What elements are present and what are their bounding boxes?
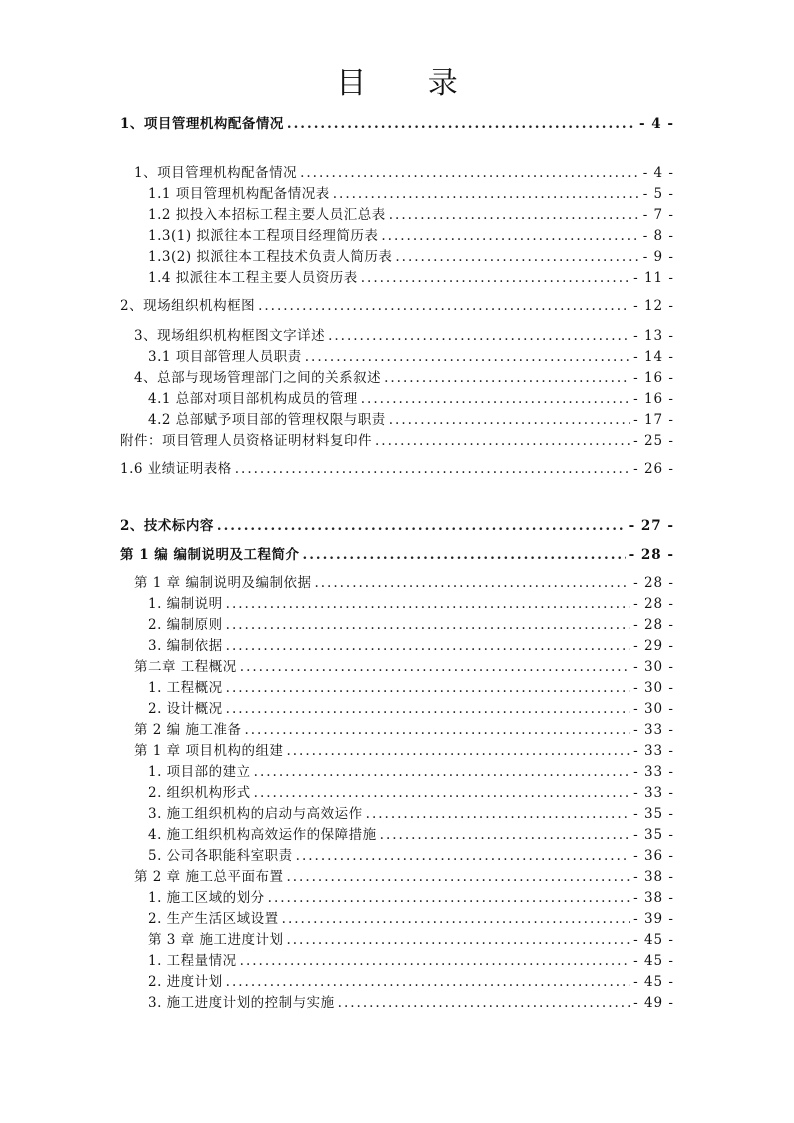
toc-leader-dots — [328, 326, 630, 346]
toc-leader-dots — [240, 951, 630, 971]
toc-entry-page: - 28 - — [633, 596, 674, 612]
toc-entry-page: - 9 - — [642, 249, 674, 265]
toc-entry-label: 3. 施工进度计划的控制与实施 — [148, 995, 335, 1011]
toc-entry-page: - 13 - — [633, 328, 674, 344]
toc-entry[interactable] — [120, 516, 674, 536]
toc-entry-page: - 35 - — [633, 806, 674, 822]
toc-entry[interactable] — [148, 678, 674, 698]
toc-entry[interactable] — [120, 296, 674, 316]
toc-leader-dots — [380, 825, 630, 845]
toc-entry-label: 1. 施工区域的划分 — [148, 890, 265, 906]
toc-leader-dots — [287, 114, 636, 134]
toc-entry[interactable] — [120, 459, 674, 479]
toc-leader-dots — [235, 459, 630, 479]
toc-leader-dots — [286, 930, 630, 950]
toc-entry-label: 第 2 章 施工总平面布置 — [134, 869, 284, 885]
toc-entry-page: - 5 - — [642, 186, 674, 202]
toc-leader-dots — [303, 545, 626, 565]
toc-entry-label: 2、技术标内容 — [120, 518, 214, 534]
toc-entry-label: 1、项目管理机构配备情况 — [134, 165, 298, 181]
toc-entry-label: 4.2 总部赋予项目部的管理权限与职责 — [148, 412, 386, 428]
toc-entry-label: 第 1 章 项目机构的组建 — [134, 743, 284, 759]
toc-entry-page: - 26 - — [633, 461, 674, 477]
toc-entry[interactable] — [148, 594, 674, 614]
toc-entry[interactable] — [134, 867, 674, 887]
toc-entry-page: - 33 - — [633, 785, 674, 801]
toc-entry-page: - 11 - — [633, 270, 674, 286]
toc-entry-label: 第 1 编 编制说明及工程简介 — [120, 547, 300, 563]
toc-entry[interactable] — [148, 993, 674, 1013]
toc-entry[interactable] — [148, 699, 674, 719]
toc-entry-page: - 14 - — [633, 349, 674, 365]
toc-entry[interactable] — [148, 226, 674, 246]
toc-entry[interactable] — [120, 114, 674, 134]
toc-entry-page: - 28 - — [628, 547, 674, 563]
toc-entry-label: 1.2 拟投入本招标工程主要人员汇总表 — [148, 207, 386, 223]
toc-entry-page: - 16 - — [633, 370, 674, 386]
toc-entry-label: 4、总部与现场管理部门之间的关系叙述 — [134, 370, 382, 386]
toc-leader-dots — [314, 573, 630, 593]
toc-leader-dots — [254, 762, 630, 782]
toc-leader-dots — [305, 347, 630, 367]
toc-entry-page: - 36 - — [633, 848, 674, 864]
toc-leader-dots — [395, 247, 639, 267]
toc-entry[interactable] — [148, 783, 674, 803]
toc-entry[interactable] — [148, 205, 674, 225]
toc-entry[interactable] — [134, 720, 674, 740]
toc-leader-dots — [226, 972, 630, 992]
toc-entry[interactable] — [148, 389, 674, 409]
toc-entry-page: - 12 - — [633, 298, 674, 314]
toc-entry-label: 1.4 拟派往本工程主要人员资历表 — [148, 270, 358, 286]
toc-leader-dots — [226, 594, 630, 614]
toc-leader-dots — [296, 846, 630, 866]
toc-entry[interactable] — [134, 326, 674, 346]
toc-entry-page: - 33 - — [633, 743, 674, 759]
toc-entry[interactable] — [148, 268, 674, 288]
toc-entry-label: 1.3(2) 拟派往本工程技术负责人简历表 — [148, 249, 393, 265]
toc-leader-dots — [258, 296, 630, 316]
toc-leader-dots — [366, 804, 630, 824]
toc-leader-dots — [268, 888, 630, 908]
toc-entry[interactable] — [148, 888, 674, 908]
toc-entry-page: - 30 - — [633, 680, 674, 696]
toc-entry[interactable] — [148, 410, 674, 430]
toc-leader-dots — [384, 368, 630, 388]
toc-entry-label: 第 2 编 施工准备 — [134, 722, 242, 738]
toc-entry-page: - 16 - — [633, 391, 674, 407]
toc-entry-page: - 35 - — [633, 827, 674, 843]
toc-entry[interactable] — [148, 762, 674, 782]
toc-leader-dots — [226, 636, 630, 656]
toc-entry[interactable] — [148, 804, 674, 824]
toc-leader-dots — [254, 783, 630, 803]
toc-entry-page: - 8 - — [642, 228, 674, 244]
toc-entry[interactable] — [148, 909, 674, 929]
toc-leader-dots — [226, 699, 630, 719]
toc-entry-label: 2. 编制原则 — [148, 617, 223, 633]
toc-leader-dots — [282, 909, 630, 929]
toc-entry-page: - 4 - — [642, 165, 674, 181]
toc-leader-dots — [389, 205, 640, 225]
toc-entry-page: - 33 - — [633, 722, 674, 738]
toc-entry-label: 1.6 业绩证明表格 — [120, 461, 232, 477]
toc-leader-dots — [381, 226, 639, 246]
toc-entry[interactable] — [148, 930, 674, 950]
toc-entry[interactable] — [148, 825, 674, 845]
toc-entry-label: 2. 设计概况 — [148, 701, 223, 717]
toc-entry-label: 第 3 章 施工进度计划 — [148, 932, 284, 948]
toc-entry-page: - 27 - — [628, 518, 674, 534]
toc-entry-label: 附件：项目管理人员资格证明材料复印件 — [120, 433, 372, 449]
toc-leader-dots — [217, 516, 626, 536]
toc-entry-label: 2. 组织机构形式 — [148, 785, 251, 801]
toc-entry-page: - 33 - — [633, 764, 674, 780]
toc-entry-label: 1. 项目部的建立 — [148, 764, 251, 780]
toc-leader-dots — [240, 657, 630, 677]
toc-entry-label: 第 1 章 编制说明及编制依据 — [134, 575, 312, 591]
toc-entry[interactable] — [148, 972, 674, 992]
toc-entry-label: 1. 编制说明 — [148, 596, 223, 612]
toc-entry[interactable] — [120, 545, 674, 565]
toc-entry-page: - 25 - — [633, 433, 674, 449]
toc-leader-dots — [300, 163, 640, 183]
toc-entry-label: 3. 施工组织机构的启动与高效运作 — [148, 806, 363, 822]
toc-entry-page: - 28 - — [633, 575, 674, 591]
toc-entry-label: 2. 生产生活区域设置 — [148, 911, 279, 927]
toc-entry-label: 1. 工程量情况 — [148, 953, 237, 969]
toc-entry-page: - 38 - — [633, 869, 674, 885]
toc-entry-label: 3.1 项目部管理人员职责 — [148, 349, 302, 365]
toc-leader-dots — [286, 867, 630, 887]
toc-entry-label: 4. 施工组织机构高效运作的保障措施 — [148, 827, 377, 843]
toc-entry-page: - 7 - — [642, 207, 674, 223]
toc-entry[interactable] — [134, 741, 674, 761]
toc-leader-dots — [226, 615, 630, 635]
toc-entry[interactable] — [148, 615, 674, 635]
toc-entry-page: - 39 - — [633, 911, 674, 927]
toc-entry-label: 1. 工程概况 — [148, 680, 223, 696]
toc-entry-label: 1.3(1) 拟派往本工程项目经理简历表 — [148, 228, 379, 244]
toc-leader-dots — [361, 268, 630, 288]
toc-entry-page: - 45 - — [633, 974, 674, 990]
toc-leader-dots — [226, 678, 630, 698]
toc-entry-label: 2. 进度计划 — [148, 974, 223, 990]
toc-entry-page: - 4 - — [639, 116, 674, 132]
toc-entry[interactable] — [134, 368, 674, 388]
toc-entry[interactable] — [134, 657, 674, 677]
toc-entry-label: 3. 编制依据 — [148, 638, 223, 654]
toc-entry-page: - 30 - — [633, 659, 674, 675]
toc-leader-dots — [389, 410, 630, 430]
toc-leader-dots — [244, 720, 630, 740]
toc-entry-label: 1、项目管理机构配备情况 — [120, 116, 284, 132]
toc-entry-page: - 45 - — [633, 932, 674, 948]
toc-leader-dots — [375, 431, 630, 451]
toc-entry[interactable] — [134, 163, 674, 183]
toc-entry-page: - 45 - — [633, 953, 674, 969]
toc-entry[interactable] — [148, 347, 674, 367]
toc-leader-dots — [333, 184, 640, 204]
toc-entry-page: - 29 - — [633, 638, 674, 654]
toc-entry[interactable] — [148, 247, 674, 267]
toc-leader-dots — [338, 993, 630, 1013]
toc-entry-page: - 17 - — [633, 412, 674, 428]
toc-entry[interactable] — [134, 573, 674, 593]
toc-entry[interactable] — [120, 431, 674, 451]
toc-entry[interactable] — [148, 951, 674, 971]
toc-entry-label: 1.1 项目管理机构配备情况表 — [148, 186, 330, 202]
toc-entry-label: 2、现场组织机构框图 — [120, 298, 256, 314]
toc-entry-label: 5. 公司各职能科室职责 — [148, 848, 293, 864]
toc-entry[interactable] — [148, 636, 674, 656]
toc-leader-dots — [361, 389, 630, 409]
toc-entry-page: - 30 - — [633, 701, 674, 717]
toc-entry-page: - 28 - — [633, 617, 674, 633]
toc-entry[interactable] — [148, 846, 674, 866]
toc-entry-label: 4.1 总部对项目部机构成员的管理 — [148, 391, 358, 407]
toc-entry-page: - 38 - — [633, 890, 674, 906]
toc-entry-page: - 49 - — [633, 995, 674, 1011]
toc-entry[interactable] — [148, 184, 674, 204]
toc-entry-label: 第二章 工程概况 — [134, 659, 237, 675]
toc-leader-dots — [286, 741, 630, 761]
toc-entry-label: 3、现场组织机构框图文字详述 — [134, 328, 326, 344]
toc-title: 目 录 — [336, 66, 484, 101]
